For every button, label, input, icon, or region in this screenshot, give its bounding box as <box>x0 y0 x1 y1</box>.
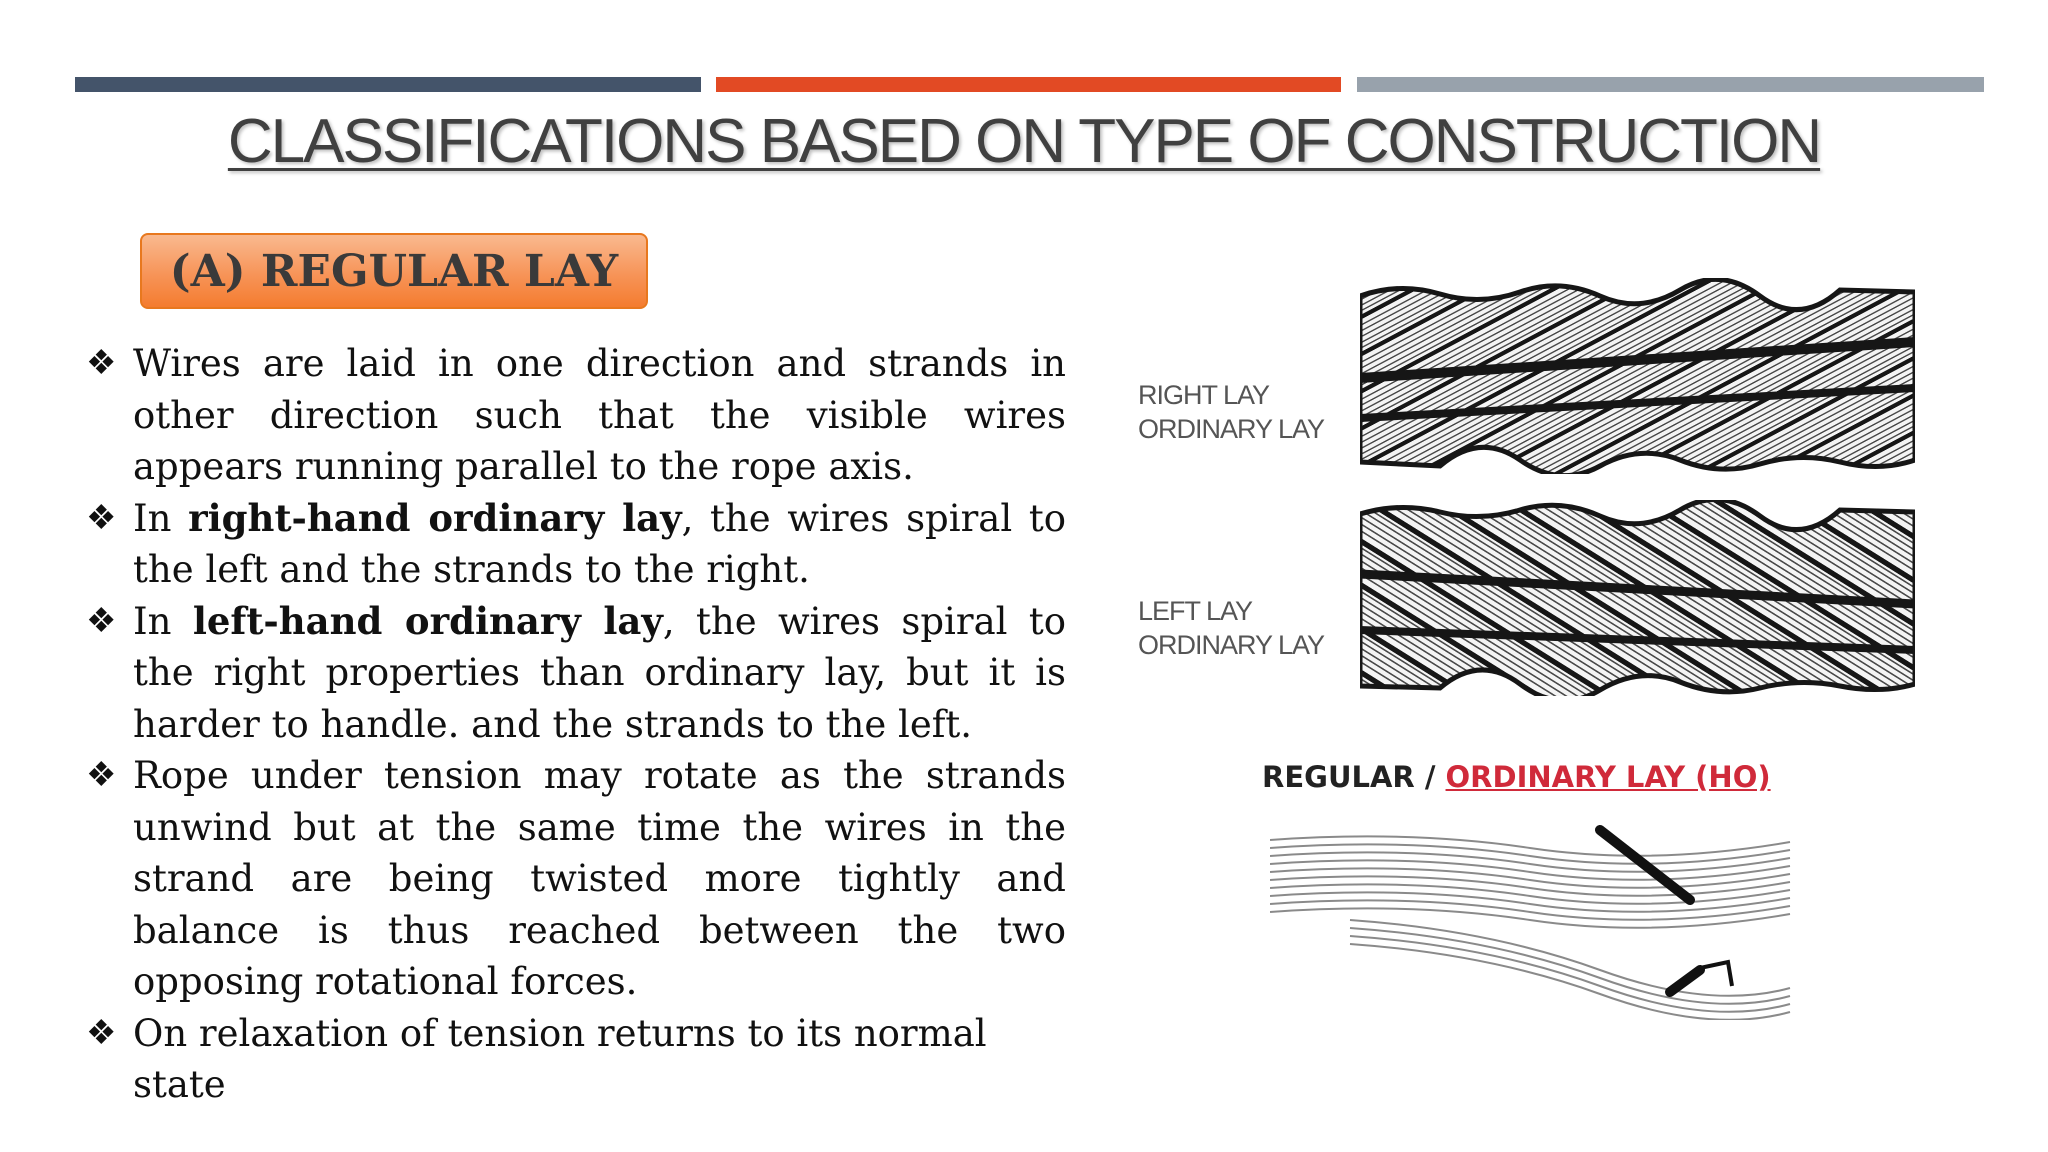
bullet-item <box>86 596 1066 751</box>
right-lay-label-line1: RIGHT LAY <box>1138 380 1270 410</box>
bullet-text: Wires are laid in one direction and strands in other direction such that the visible wires appears running parallel to the rope axis. <box>133 342 1066 488</box>
unwinding-rope-image <box>1270 820 1800 1020</box>
left-lay-label-line2: ORDINARY LAY <box>1138 630 1325 660</box>
figure-caption <box>1262 760 1771 794</box>
right-lay-label <box>1138 378 1324 446</box>
header-bar-light <box>1357 77 1984 92</box>
left-lay-rope-image <box>1360 500 1915 696</box>
bullet-text: On relaxation of tension returns to its normal state <box>133 1011 987 1106</box>
section-badge: (A) REGULAR LAY <box>140 233 648 309</box>
left-lay-label-line1: LEFT LAY <box>1138 596 1253 626</box>
bullet-text: , the wires spiral to the left and the strands to the right. <box>133 496 1066 591</box>
bullet-text: In <box>133 599 193 643</box>
left-lay-label <box>1138 594 1324 662</box>
slide-title: CLASSIFICATIONS BASED ON TYPE OF CONSTRUCTION <box>227 107 1821 176</box>
bullet-text: Rope under tension may rotate as the strands unwind but at the same time the wires in the strand are being twisted more tightly and balance is thus reached between the two opposing rotational forces. <box>133 754 1066 1003</box>
bullet-item <box>86 493 1066 596</box>
bullet-item <box>86 1008 1066 1111</box>
header-bar-dark <box>75 77 701 92</box>
bullet-bold-term: left-hand ordinary lay <box>192 598 663 643</box>
bullet-diamond-icon: ❖ <box>86 1012 117 1053</box>
bullet-diamond-icon: ❖ <box>86 600 117 641</box>
header-bar-accent <box>716 77 1341 92</box>
bullet-text: In <box>133 496 189 540</box>
bullet-item <box>86 750 1066 1008</box>
right-lay-rope-image <box>1360 278 1915 474</box>
bullet-item <box>86 338 1066 493</box>
caption-ordinary-lay: ORDINARY LAY (HO) <box>1445 760 1771 794</box>
bullet-diamond-icon: ❖ <box>86 497 117 538</box>
bullet-diamond-icon: ❖ <box>86 343 117 383</box>
right-lay-label-line2: ORDINARY LAY <box>1138 414 1325 444</box>
bullet-list <box>86 338 1066 1111</box>
bullet-bold-term: right-hand ordinary lay <box>188 495 682 540</box>
caption-regular: REGULAR / <box>1262 760 1446 794</box>
bullet-diamond-icon: ❖ <box>86 755 117 795</box>
bullet-text: , the wires spiral to the right properties than ordinary lay, but it is harder to handle. and the strands to the left. <box>133 599 1066 746</box>
